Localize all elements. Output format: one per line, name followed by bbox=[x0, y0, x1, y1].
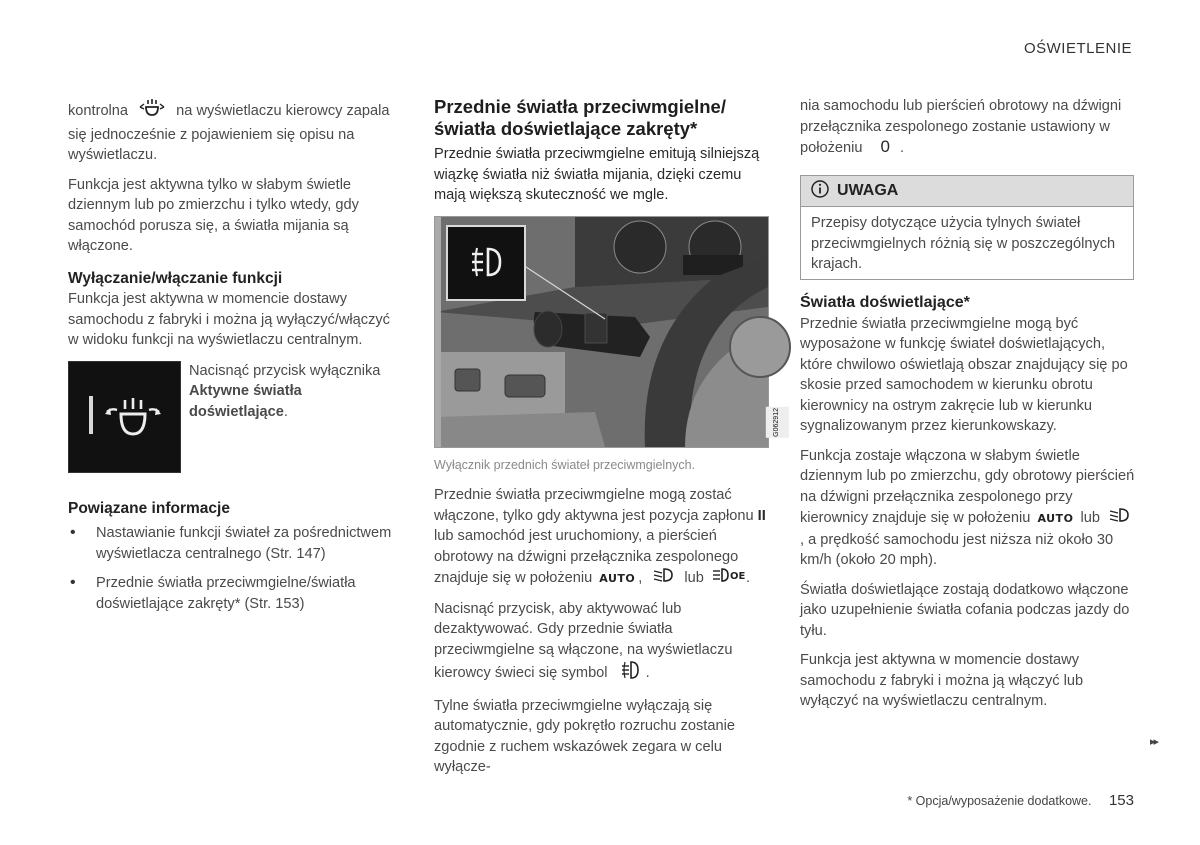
note-title: UWAGA bbox=[837, 182, 899, 199]
paragraph-delivery: Funkcja jest aktywna w momencie dostawy samochodu z fabryki i można ją włączyć lub wyłączyć na wyświetlaczu centralnym. bbox=[800, 652, 1084, 710]
article-title: Przednie światła przeciwmgielne/ światła doświetlające zakręty* bbox=[434, 96, 726, 139]
column-1 bbox=[68, 98, 398, 623]
heading-cornering: Światła doświetlające* bbox=[800, 294, 970, 311]
button-led-bar bbox=[89, 396, 93, 434]
auto-position-label: AUTO bbox=[599, 572, 636, 586]
paragraph-cornering-activation: Funkcja zostaje włączona w słabym świetle dziennym lub po zmierzchu, gdy obrotowy pierścień na dźwigni przełącznika zespolonego przy kierownicy znajduje się w położeniu AUTO lub , a prędkość samochodu jest niższa niż około 30 km/h (około 20 mph). bbox=[800, 447, 1135, 569]
note-body: Przepisy dotyczące użycia tylnych świateł przeciwmgielnych różnią się w poszczególnych krajach. bbox=[811, 215, 1116, 272]
low-beam-icon bbox=[652, 567, 674, 590]
front-fog-light-symbol-icon bbox=[620, 660, 640, 687]
fog-light-switch-photo bbox=[434, 216, 780, 448]
footnote: * Opcja/wyposażenie dodatkowe. bbox=[907, 794, 1092, 808]
paragraph-cornering: Przednie światła przeciwmgielne mogą być wyposażone w funkcję świateł doświetlających, które chwilowo oświetlają obszar znajdujący się po skosie przed samochodem w kierunku obrotu kierownicy na ostrym zakręcie lub w kierunku sygnalizowanym przez kierunkowskazy. bbox=[800, 315, 1128, 434]
heading-related: Powiązane informacje bbox=[68, 499, 230, 517]
paragraph-active-conditions: Funkcja jest aktywna tylko w słabym świetle dziennym lub po zmierzchu i tylko wtedy, gdy samochód porusza się, a światła mijania są włączone. bbox=[68, 176, 359, 254]
front-fog-light-icon bbox=[468, 245, 504, 286]
paragraph-rear-fog: Tylne światła przeciwmgielne wyłączają się automatycznie, gdy pokrętło rozruchu zostanie zgodnie z ruchem wskazówek zegara w celu wyłącze- bbox=[434, 697, 735, 776]
heading-toggle: Wyłączanie/włączanie funkcji bbox=[68, 269, 283, 287]
related-link[interactable]: • Nastawianie funkcji świateł za pośrednictwem wyświetlacza centralnego (Str. 147) bbox=[68, 523, 398, 564]
paragraph-reverse: Światła doświetlające zostają dodatkowo włączone jako uzupełnienie światła cofania podczas jazdy do tyłu. bbox=[800, 581, 1130, 639]
related-link[interactable]: • Przednie światła przeciwmgielne/światła doświetlające zakręty* (Str. 153) bbox=[68, 573, 398, 614]
page-number: 153 bbox=[1108, 792, 1134, 809]
paragraph-button: Nacisnąć przycisk, aby aktywować lub dezaktywować. Gdy przednie światła przeciwmgielne są włączone, na wyświetlaczu kierowcy świeci się symbol . bbox=[434, 599, 769, 687]
page-footer bbox=[907, 792, 1134, 809]
low-beam-icon bbox=[1108, 507, 1130, 530]
info-icon bbox=[811, 180, 829, 203]
related-list bbox=[68, 523, 398, 614]
note-box bbox=[800, 175, 1134, 280]
fog-light-callout bbox=[446, 225, 526, 301]
cornering-light-indicator-icon bbox=[138, 98, 166, 125]
position-zero-label: 0 bbox=[880, 137, 891, 156]
paragraph-intro: Przednie światła przeciwmgielne emitują silniejszą wiązkę światła niż światła mijania, dzięki czemu mają większą skuteczność we mgle. bbox=[434, 146, 760, 203]
section-title: OŚWIETLENIE bbox=[1023, 40, 1132, 57]
column-2 bbox=[434, 96, 780, 787]
column-3-top bbox=[800, 96, 1135, 168]
photo-code: G062912 bbox=[766, 407, 789, 438]
paragraph-toggle: Funkcja jest aktywna w momencie dostawy samochodu z fabryki i można ją wyłączyć/włączyć w widoku funkcji na wyświetlaczu centralnym. bbox=[68, 291, 390, 348]
paragraph-activation: Przednie światła przeciwmgielne mogą zostać włączone, tylko gdy aktywna jest pozycja zapłonu II lub samochód jest uruchomiony, a pierścień obrotowy na dźwigni przełącznika zespolonego znajduje się w położeniu AUTO , lub OE . bbox=[434, 485, 769, 590]
continue-arrows-icon: ▸▸ bbox=[1150, 736, 1158, 748]
svg-text:OE: OE bbox=[729, 571, 746, 582]
high-beam-auto-icon bbox=[712, 567, 746, 590]
cornering-light-icon bbox=[103, 394, 163, 447]
photo-caption: Wyłącznik przednich świateł przeciwmgielnych. bbox=[434, 457, 696, 472]
paragraph-continuation: nia samochodu lub pierścień obrotowy na dźwigni przełącznika zespolonego zostanie ustawiony w położeniu 0 . bbox=[800, 98, 1122, 156]
auto-position-label: AUTO bbox=[1037, 512, 1074, 526]
button-instruction-text: Nacisnąć przycisk wyłącznika Aktywne światła doświetlające. bbox=[189, 362, 381, 420]
column-3-bottom bbox=[800, 293, 1135, 721]
paragraph-indicator: kontrolna na wyświetlaczu kierowcy zapala się jednocześnie z pojawieniem się opisu na wyświetlaczu. bbox=[68, 98, 398, 166]
cornering-light-button[interactable] bbox=[68, 361, 181, 473]
note-header bbox=[801, 176, 1133, 207]
button-instruction bbox=[68, 361, 398, 473]
